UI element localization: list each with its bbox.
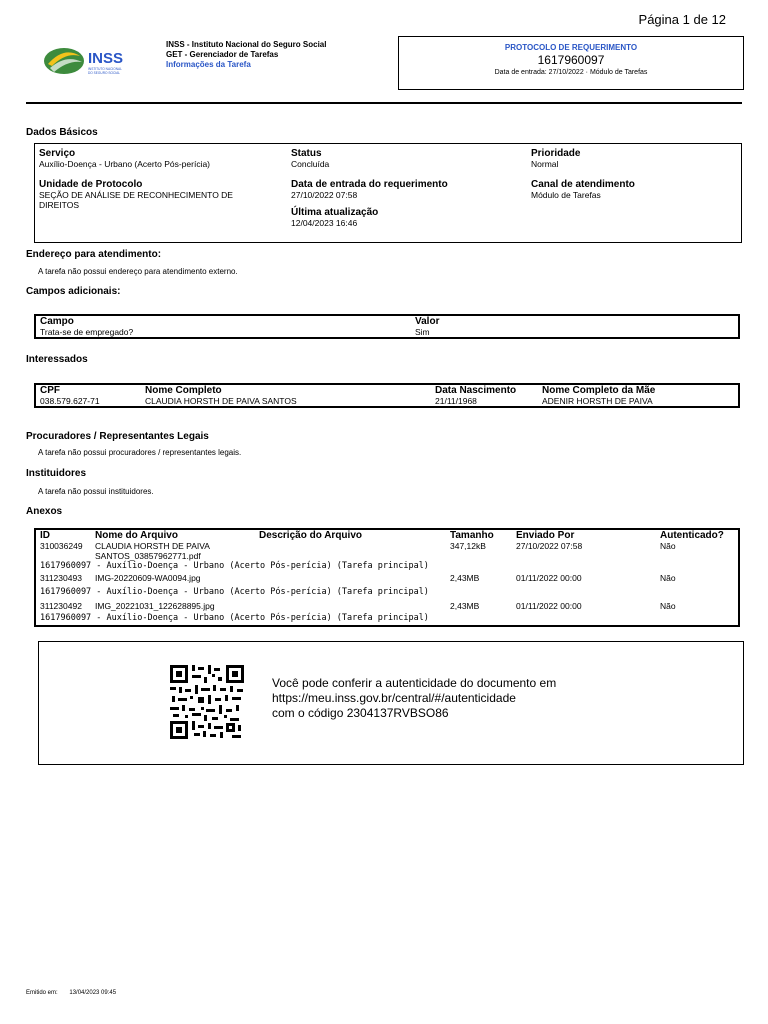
interessados-header-nascimento: Data Nascimento (435, 385, 517, 396)
anexo-autenticado: Não (660, 573, 676, 583)
procuradores-note: A tarefa não possui procuradores / representantes legais. (38, 448, 242, 457)
status-label: Status (291, 148, 322, 159)
dados-basicos-box (34, 143, 742, 243)
anexo-id: 311230492 (40, 601, 82, 611)
footer-label: Emitido em: (26, 990, 58, 996)
unidade-label: Unidade de Protocolo (39, 179, 143, 190)
table-row (35, 611, 739, 626)
section-instituidores: Instituidores (26, 468, 87, 479)
endereco-note: A tarefa não possui endereço para atendimento externo. (38, 267, 238, 276)
anexos-header-nome: Nome do Arquivo (95, 530, 178, 541)
svg-text:INSTITUTO NACIONAL: INSTITUTO NACIONAL (88, 67, 122, 71)
qr-code-icon (168, 663, 246, 741)
header-line-3: Informações da Tarefa (166, 60, 251, 69)
authenticity-text (272, 676, 556, 721)
protocol-title: PROTOCOLO DE REQUERIMENTO (504, 43, 638, 52)
ultima-atualizacao-label: Última atualização (291, 207, 379, 218)
protocol-number: 1617960097 (537, 53, 605, 67)
table-row (35, 597, 739, 611)
authenticity-code: com o código 2304137RVBSO86 (272, 706, 449, 720)
protocol-box (398, 36, 744, 90)
interessados-cell: 038.579.627-71 (40, 396, 100, 406)
svg-text:INSS: INSS (88, 50, 124, 67)
inss-logo (42, 44, 128, 78)
page-indicator: Página 1 de 12 (638, 12, 726, 27)
ultima-atualizacao-value: 12/04/2023 16:46 (291, 218, 358, 228)
anexos-header-autenticado: Autenticado? (660, 530, 724, 541)
footer-timestamp: 13/04/2023 09:45 (69, 990, 117, 996)
protocol-entry: Data de entrada: 27/10/2022 · Módulo de Tarefas (494, 69, 648, 76)
campos-table (34, 314, 740, 339)
authenticity-link[interactable]: https://meu.inss.gov.br/central/#/autenticidade (272, 691, 516, 705)
table-row (35, 571, 739, 583)
data-entrada-value: 27/10/2022 07:58 (291, 190, 358, 200)
servico-label: Serviço (39, 148, 76, 159)
anexos-table (34, 528, 740, 627)
canal-value: Módulo de Tarefas (531, 190, 601, 200)
anexo-tamanho: 2,43MB (450, 573, 480, 583)
footer (26, 990, 116, 996)
section-campos-adicionais: Campos adicionais: (26, 286, 121, 297)
instituidores-note: A tarefa não possui instituidores. (38, 487, 154, 496)
anexo-autenticado: Não (660, 541, 676, 551)
authenticity-line-1: Você pode conferir a autenticidade do documento em (272, 676, 557, 690)
header-line-2: GET - Gerenciador de Tarefas (166, 50, 279, 59)
anexo-enviado: 01/11/2022 00:00 (516, 601, 582, 611)
table-row (35, 583, 739, 597)
table-row (35, 561, 739, 571)
table-row (35, 396, 739, 407)
anexo-tamanho: 2,43MB (450, 601, 480, 611)
header-text (166, 40, 326, 70)
data-entrada-label: Data de entrada do requerimento (291, 179, 448, 190)
prioridade-label: Prioridade (531, 148, 581, 159)
campos-cell: Sim (415, 327, 430, 337)
interessados-cell: ADENIR HORSTH DE PAIVA (542, 396, 653, 406)
interessados-cell: CLAUDIA HORSTH DE PAIVA SANTOS (145, 396, 297, 406)
header-line-1: INSS - Instituto Nacional do Seguro Social (166, 40, 327, 49)
interessados-header-mae: Nome Completo da Mãe (542, 385, 656, 396)
anexo-id: 310036249 (40, 541, 83, 551)
anexos-header-descricao: Descrição do Arquivo (259, 530, 362, 541)
servico-value: Auxílio-Doença - Urbano (Acerto Pós-perícia) (39, 159, 211, 169)
anexo-tarefa: 1617960097 - Auxílio-Doença - Urbano (Acerto Pós-perícia) (Tarefa principal) (40, 561, 429, 571)
anexo-nome: IMG_20221031_122628895.jpg (95, 601, 215, 611)
interessados-cell: 21/11/1968 (435, 396, 477, 406)
anexo-enviado: 01/11/2022 00:00 (516, 573, 582, 583)
campos-cell: Trata-se de empregado? (40, 327, 134, 337)
interessados-table (34, 383, 740, 408)
interessados-header-nome: Nome Completo (145, 385, 222, 396)
section-interessados: Interessados (26, 354, 88, 365)
section-procuradores: Procuradores / Representantes Legais (26, 431, 209, 442)
canal-label: Canal de atendimento (531, 179, 635, 190)
status-value: Concluída (291, 159, 330, 169)
unidade-value: SEÇÃO DE ANÁLISE DE RECONHECIMENTO DE DIREITOS (39, 190, 233, 210)
section-endereco: Endereço para atendimento: (26, 249, 162, 260)
section-anexos: Anexos (26, 506, 63, 517)
anexos-header-enviado: Enviado Por (516, 530, 575, 541)
campos-header-valor: Valor (415, 316, 440, 327)
anexos-header-id: ID (40, 530, 50, 541)
anexo-tarefa: 1617960097 - Auxílio-Doença - Urbano (Acerto Pós-perícia) (Tarefa principal) (40, 587, 429, 597)
anexo-tamanho: 347,12kB (450, 541, 486, 551)
anexo-nome: IMG-20220609-WA0094.jpg (95, 573, 201, 583)
interessados-header-cpf: CPF (40, 385, 60, 396)
table-row (35, 541, 739, 561)
anexos-header-tamanho: Tamanho (450, 530, 494, 541)
table-row (35, 327, 739, 338)
svg-text:DO SEGURO SOCIAL: DO SEGURO SOCIAL (88, 71, 121, 75)
section-dados-basicos: Dados Básicos (26, 127, 98, 138)
anexo-autenticado: Não (660, 601, 676, 611)
header-divider (26, 102, 742, 104)
anexo-nome: CLAUDIA HORSTH DE PAIVA SANTOS_03857962771.pdf (95, 541, 210, 561)
anexo-tarefa: 1617960097 - Auxílio-Doença - Urbano (Acerto Pós-perícia) (Tarefa principal) (40, 613, 429, 623)
campos-header-campo: Campo (40, 316, 74, 327)
anexo-enviado: 27/10/2022 07:58 (516, 541, 583, 551)
anexo-id: 311230493 (40, 573, 82, 583)
prioridade-value: Normal (531, 159, 559, 169)
